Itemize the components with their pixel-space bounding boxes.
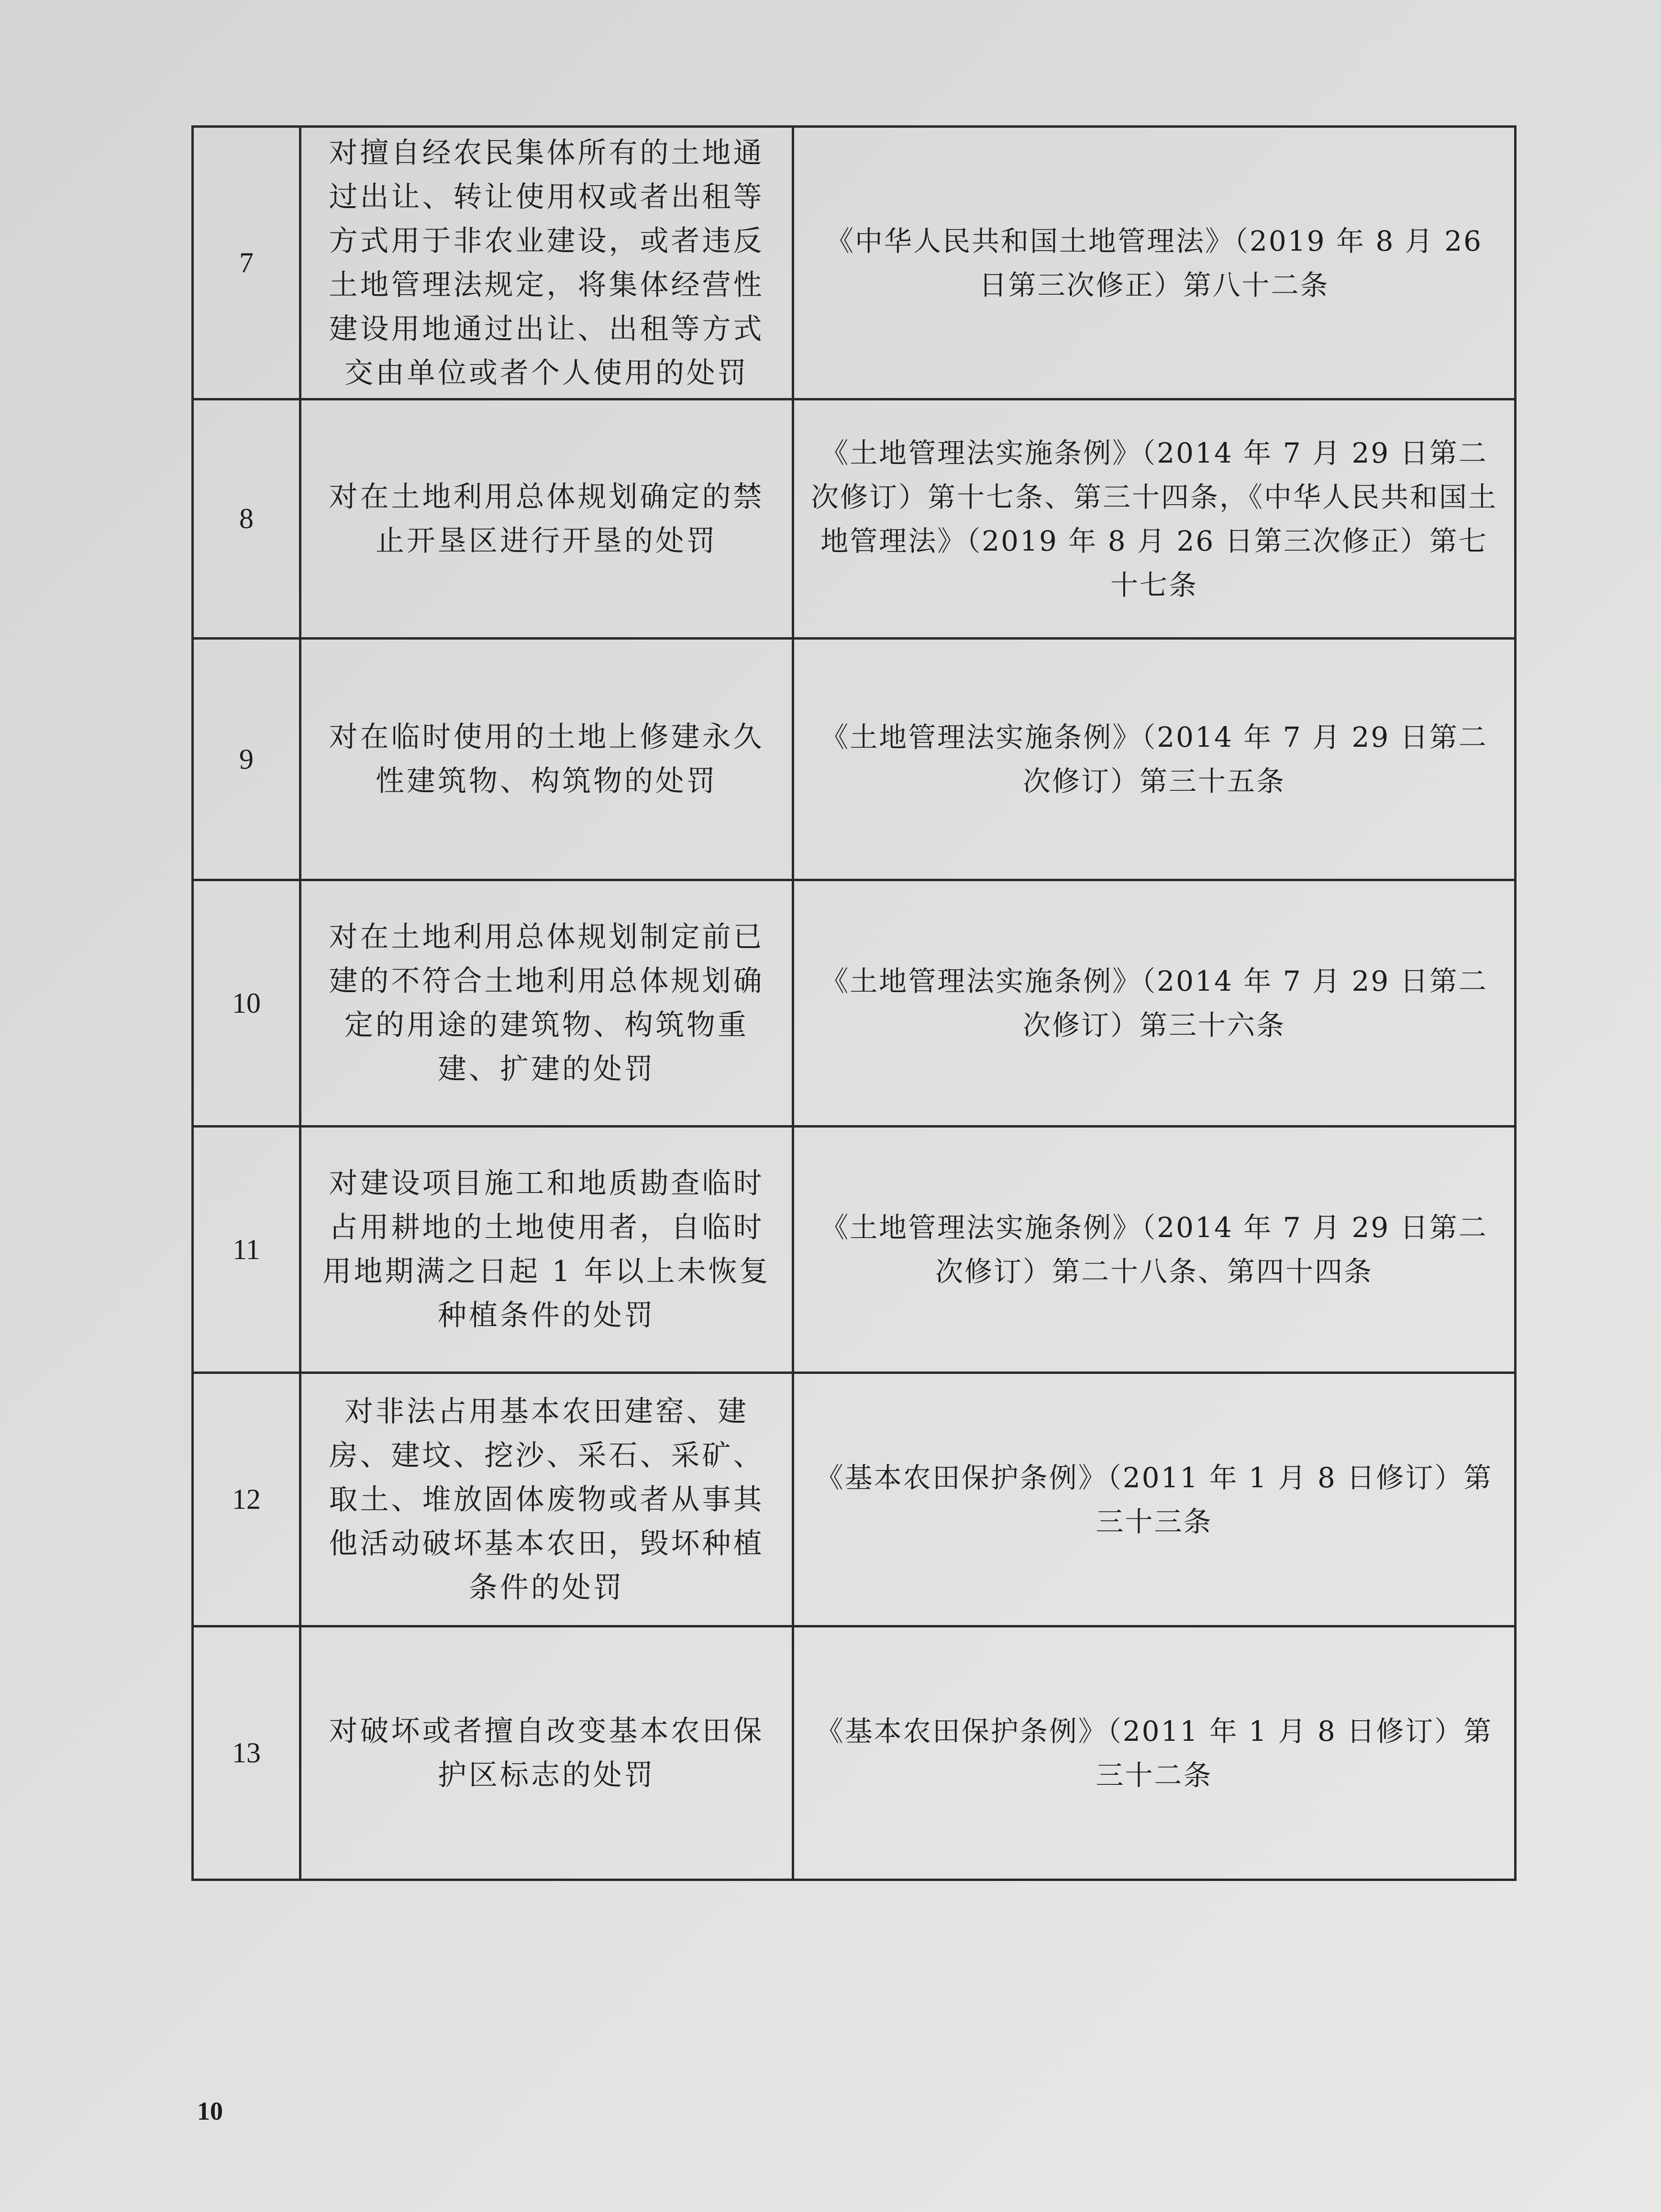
penalty-item: 对在土地利用总体规划确定的禁止开垦区进行开垦的处罚	[300, 399, 793, 639]
table-row	[193, 399, 1516, 639]
penalty-item: 对擅自经农民集体所有的土地通过出让、转让使用权或者出租等方式用于非农业建设，或者违反土地管理法规定，将集体经营性建设用地通过出让、出租等方式交由单位或者个人使用的处罚	[300, 127, 793, 399]
penalty-item: 对在土地利用总体规划制定前已建的不符合土地利用总体规划确定的用途的建筑物、构筑物重建、扩建的处罚	[300, 880, 793, 1127]
row-number: 13	[193, 1626, 300, 1880]
row-number: 8	[193, 399, 300, 639]
penalty-item: 对在临时使用的土地上修建永久性建筑物、构筑物的处罚	[300, 639, 793, 880]
penalty-item: 对建设项目施工和地质勘查临时占用耕地的土地使用者，自临时用地期满之日起 1 年以上未恢复种植条件的处罚	[300, 1127, 793, 1373]
legal-basis: 《中华人民共和国土地管理法》（2019 年 8 月 26 日第三次修正）第八十二条	[793, 127, 1516, 399]
page-number: 10	[197, 2097, 223, 2125]
row-number: 7	[193, 127, 300, 399]
legal-basis: 《土地管理法实施条例》（2014 年 7 月 29 日第二次修订）第三十六条	[793, 880, 1516, 1127]
row-number: 12	[193, 1373, 300, 1626]
table-row	[193, 1373, 1516, 1626]
row-number: 9	[193, 639, 300, 880]
legal-basis: 《土地管理法实施条例》（2014 年 7 月 29 日第二次修订）第十七条、第三十四条，《中华人民共和国土地管理法》（2019 年 8 月 26 日第三次修正）第七十七条	[793, 399, 1516, 639]
table-row	[193, 1127, 1516, 1373]
row-number: 10	[193, 880, 300, 1127]
legal-basis: 《土地管理法实施条例》（2014 年 7 月 29 日第二次修订）第三十五条	[793, 639, 1516, 880]
penalty-items-table	[191, 125, 1517, 1881]
legal-basis: 《基本农田保护条例》（2011 年 1 月 8 日修订）第三十三条	[793, 1373, 1516, 1626]
table-row	[193, 880, 1516, 1127]
table-row	[193, 127, 1516, 399]
table-row	[193, 639, 1516, 880]
legal-basis: 《基本农田保护条例》（2011 年 1 月 8 日修订）第三十二条	[793, 1626, 1516, 1880]
penalty-item: 对破坏或者擅自改变基本农田保护区标志的处罚	[300, 1626, 793, 1880]
row-number: 11	[193, 1127, 300, 1373]
table-row	[193, 1626, 1516, 1880]
legal-basis: 《土地管理法实施条例》（2014 年 7 月 29 日第二次修订）第二十八条、第四十四条	[793, 1127, 1516, 1373]
penalty-item: 对非法占用基本农田建窑、建房、建坟、挖沙、采石、采矿、取土、堆放固体废物或者从事其他活动破坏基本农田，毁坏种植条件的处罚	[300, 1373, 793, 1626]
